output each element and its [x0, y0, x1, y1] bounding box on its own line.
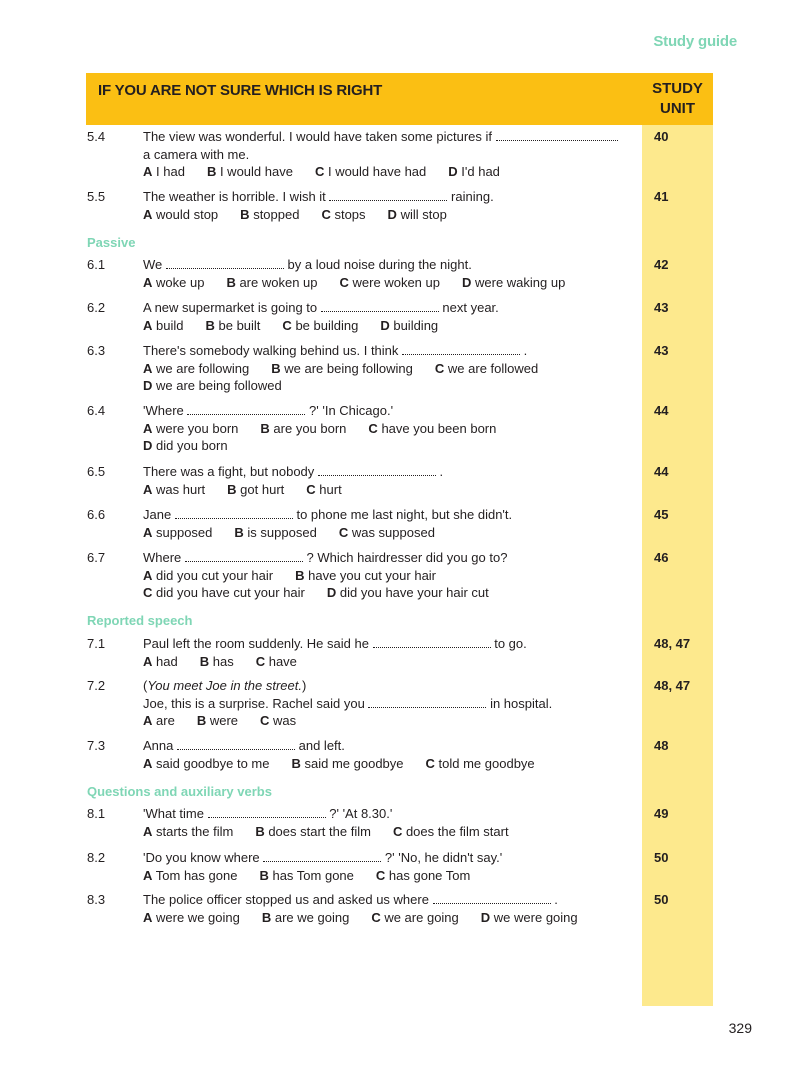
study-unit: 45 [654, 507, 669, 522]
question-number: 6.6 [87, 507, 106, 522]
study-unit-column [642, 73, 713, 1006]
header-unit-label [642, 79, 713, 119]
study-unit: 43 [654, 300, 669, 315]
question-text: The view was wonderful. I would have taken some pictures if [143, 129, 493, 144]
question-text: 'What time [143, 806, 204, 821]
page-number: 329 [728, 1020, 752, 1036]
study-unit: 40 [654, 129, 669, 144]
blank [329, 189, 447, 201]
options: A are B were C was [143, 713, 297, 728]
question-text: A new supermarket is going to [143, 300, 318, 315]
question-text: There was a fight, but nobody [143, 464, 315, 479]
section-heading-reported-speech: Reported speech [87, 613, 193, 628]
options: A were you born B are you born C have you been born [143, 420, 497, 436]
question-number: 6.5 [87, 464, 106, 479]
blank [321, 300, 439, 312]
blank [263, 850, 381, 862]
question-text: Joe, this is a surprise. Rachel said you [143, 695, 365, 711]
header-title: IF YOU ARE NOT SURE WHICH IS RIGHT [98, 82, 383, 99]
study-unit: 43 [654, 343, 669, 358]
header-unit-label-2: UNIT [660, 100, 695, 117]
question-text: We [143, 257, 163, 272]
question-number: 7.3 [87, 738, 106, 753]
options: A would stop B stopped C stops D will stop [143, 206, 447, 222]
header-bar [86, 73, 713, 125]
question-number: 6.2 [87, 300, 106, 315]
study-unit: 46 [654, 550, 669, 565]
options: A Tom has gone B has Tom gone C has gone Tom [143, 867, 471, 883]
options-cont: C did you have cut your hair D did you have your hair cut [143, 585, 489, 600]
options: A build B be built C be building D building [143, 317, 439, 333]
question-number: 7.2 [87, 678, 106, 693]
options-cont: D we are being followed [143, 378, 282, 393]
question-number: 5.5 [87, 189, 106, 204]
question-number: 5.4 [87, 129, 106, 144]
question-text: Paul left the room suddenly. He said he [143, 636, 369, 651]
blank [368, 696, 486, 708]
question-text: There's somebody walking behind us. I think [143, 343, 399, 358]
question-number: 8.1 [87, 806, 106, 821]
study-unit: 50 [654, 892, 669, 907]
study-unit: 48, 47 [654, 636, 691, 651]
options-cont: D did you born [143, 438, 228, 453]
options: A we are following B we are being following C we are followed [143, 360, 539, 376]
question-text: Jane [143, 507, 172, 522]
question-number: 6.3 [87, 343, 106, 358]
blank [318, 464, 436, 476]
options: A did you cut your hair B have you cut your hair [143, 567, 437, 583]
section-heading-passive: Passive [87, 235, 136, 250]
question-text: The police officer stopped us and asked us where [143, 892, 429, 907]
study-unit: 44 [654, 464, 669, 479]
study-unit: 42 [654, 257, 669, 272]
blank [402, 343, 520, 355]
options: A woke up B are woken up C were woken up D were waking up [143, 274, 566, 290]
question-text: 'Do you know where [143, 850, 260, 865]
question-text: The weather is horrible. I wish it [143, 189, 326, 204]
options: A said goodbye to me B said me goodbye C told me goodbye [143, 755, 535, 771]
study-unit: 50 [654, 850, 669, 865]
options: A was hurt B got hurt C hurt [143, 481, 342, 497]
running-title: Study guide [653, 33, 737, 50]
question-number: 7.1 [87, 636, 106, 651]
header-unit-label-1: STUDY [652, 80, 703, 97]
section-heading-questions-auxiliary-verbs: Questions and auxiliary verbs [87, 784, 272, 799]
question-text: Anna [143, 738, 174, 753]
study-unit: 44 [654, 403, 669, 418]
question-text-cont: a camera with me. [143, 146, 250, 162]
question-text: Where [143, 550, 182, 565]
options: A had B has C have [143, 653, 297, 669]
blank [187, 403, 305, 415]
question-number: 6.1 [87, 257, 106, 272]
question-number: 8.3 [87, 892, 106, 907]
blank [185, 550, 303, 562]
study-unit: 48 [654, 738, 669, 753]
study-unit: 49 [654, 806, 669, 821]
blank [496, 129, 618, 141]
question-number: 6.7 [87, 550, 106, 565]
blank [373, 636, 491, 648]
context-note: (You meet Joe in the street.) [143, 678, 307, 693]
options: A were we going B are we going C we are going D we were going [143, 909, 578, 925]
blank [177, 738, 295, 750]
options: A starts the film B does start the film C does the film start [143, 823, 509, 839]
study-unit: 41 [654, 189, 669, 204]
question-number: 6.4 [87, 403, 106, 418]
options: A supposed B is supposed C was supposed [143, 524, 435, 540]
blank [166, 257, 284, 269]
question-text: 'Where [143, 403, 184, 418]
blank [208, 806, 326, 818]
blank [175, 507, 293, 519]
options: A I had B I would have C I would have had D I'd had [143, 164, 500, 179]
blank [433, 892, 551, 904]
question-number: 8.2 [87, 850, 106, 865]
study-unit: 48, 47 [654, 678, 691, 693]
